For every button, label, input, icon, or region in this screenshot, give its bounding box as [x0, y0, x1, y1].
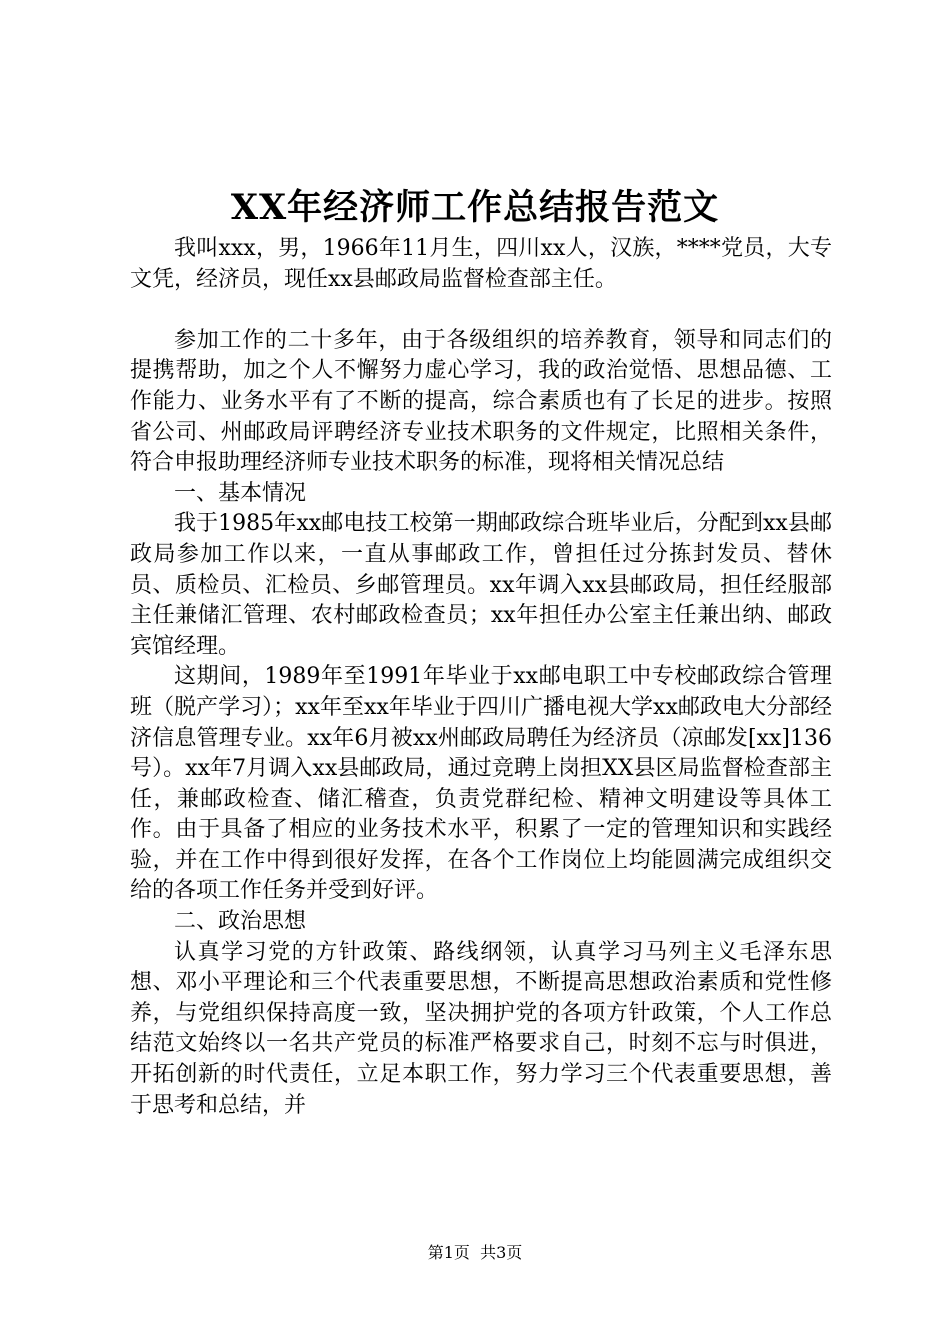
paragraph-basic-1: 我于1985年xx邮电技工校第一期邮政综合班毕业后，分配到xx县邮政局参加工作以来，一直从事邮政工作，曾担任过分拣封发员、替休员、质检员、汇检员、乡邮管理员。xx年调入xx县邮政局，担任经服部主任兼储汇管理、农村邮政检查员；xx年担任办公室主任兼出纳、邮政宾馆经理。 [130, 511, 832, 659]
section-heading-political: 二、政治思想 [174, 909, 307, 935]
paragraph-intro: 我叫xxx，男，1966年11月生，四川xx人，汉族，****党员，大专文凭，经济员，现任xx县邮政局监督检查部主任。 [130, 236, 832, 292]
paragraph-basic-2: 这期间，1989年至1991年毕业于xx邮电职工中专校邮政综合管理班（脱产学习）；xx年至xx年毕业于四川广播电视大学xx邮政电大分部经济信息管理专业。xx年6月被xx州邮政局聘任为经济员（凉邮发[xx]136号）。xx年7月调入xx县邮政局，通过竞聘上岗担XX县区局监督检查部主任，兼邮政检查、储汇稽查，负责党群纪检、精神文明建设等具体工作。由于具备了相应的业务技术水平，积累了一定的管理知识和实践经验，并在工作中得到很好发挥，在各个工作岗位上均能圆满完成组织交给的各项工作任务并受到好评。 [130, 664, 832, 904]
document-body [130, 234, 832, 1121]
page-number: 第1页 共3页 [427, 1243, 523, 1262]
document-title: XX年经济师工作总结报告范文 [230, 187, 720, 228]
paragraph-overview: 参加工作的二十多年，由于各级组织的培养教育，领导和同志们的提携帮助，加之个人不懈努力虚心学习，我的政治觉悟、思想品德、工作能力、业务水平有了不断的提高，综合素质也有了长足的进步。按照省公司、州邮政局评聘经济专业技术职务的文件规定，比照相关条件，符合申报助理经济师专业技术职务的标准，现将相关情况总结 [130, 327, 832, 476]
paragraph-political: 认真学习党的方针政策、路线纲领，认真学习马列主义毛泽东思想、邓小平理论和三个代表重要思想，不断提高思想政治素质和党性修养，与党组织保持高度一致，坚决拥护党的各项方针政策，个人工作总结范文始终以一名共产党员的标准严格要求自己，时刻不忘与时俱进，开拓创新的时代责任，立足本职工作，努力学习三个代表重要思想，善于思考和总结，并 [130, 939, 832, 1118]
page-footer [0, 1241, 950, 1265]
blank-line [130, 295, 832, 326]
section-heading-basic: 一、基本情况 [174, 480, 307, 506]
